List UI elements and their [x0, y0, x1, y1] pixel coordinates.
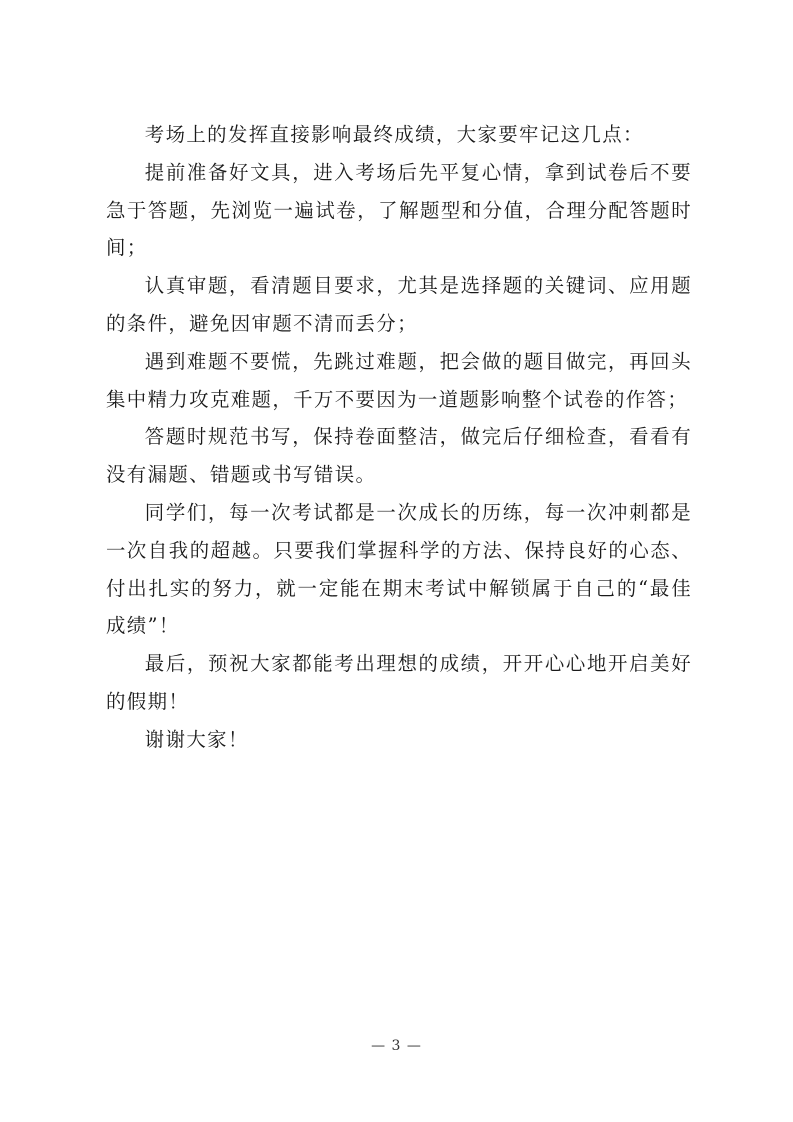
paragraph-prepare-stationery: 提前准备好文具，进入考场后先平复心情，拿到试卷后不要急于答题，先浏览一遍试卷，了解题型和分值，合理分配答题时间；: [106, 160, 692, 260]
page-number: — 3 —: [371, 1038, 422, 1054]
paragraph-neat-writing: 答题时规范书写，保持卷面整洁，做完后仔细检查，看看有没有漏题、错题或书写错误。: [106, 425, 692, 487]
paragraph-exam-intro: 考场上的发挥直接影响最终成绩，大家要牢记这几点：: [144, 123, 644, 146]
paragraph-difficult-questions: 遇到难题不要慌，先跳过难题，把会做的题目做完，再回头集中精力攻克难题，千万不要因为一道题影响整个试卷的作答；: [106, 349, 692, 411]
document-body: [106, 116, 692, 759]
paragraph-thanks: 谢谢大家！: [144, 727, 249, 751]
paragraph-read-carefully: 认真审题，看清题目要求，尤其是选择题的关键词、应用题的条件，避免因审题不清而丢分；: [106, 274, 692, 335]
paragraph-best-wishes: 最后，预祝大家都能考出理想的成绩，开开心心地开启美好的假期！: [106, 652, 692, 713]
paragraph-encouragement: 同学们，每一次考试都是一次成长的历练，每一次冲刺都是一次自我的超越。只要我们掌握科学的方法、保持良好的心态、付出扎实的努力，就一定能在期末考试中解锁属于自己的“最佳成绩”！: [106, 500, 692, 638]
